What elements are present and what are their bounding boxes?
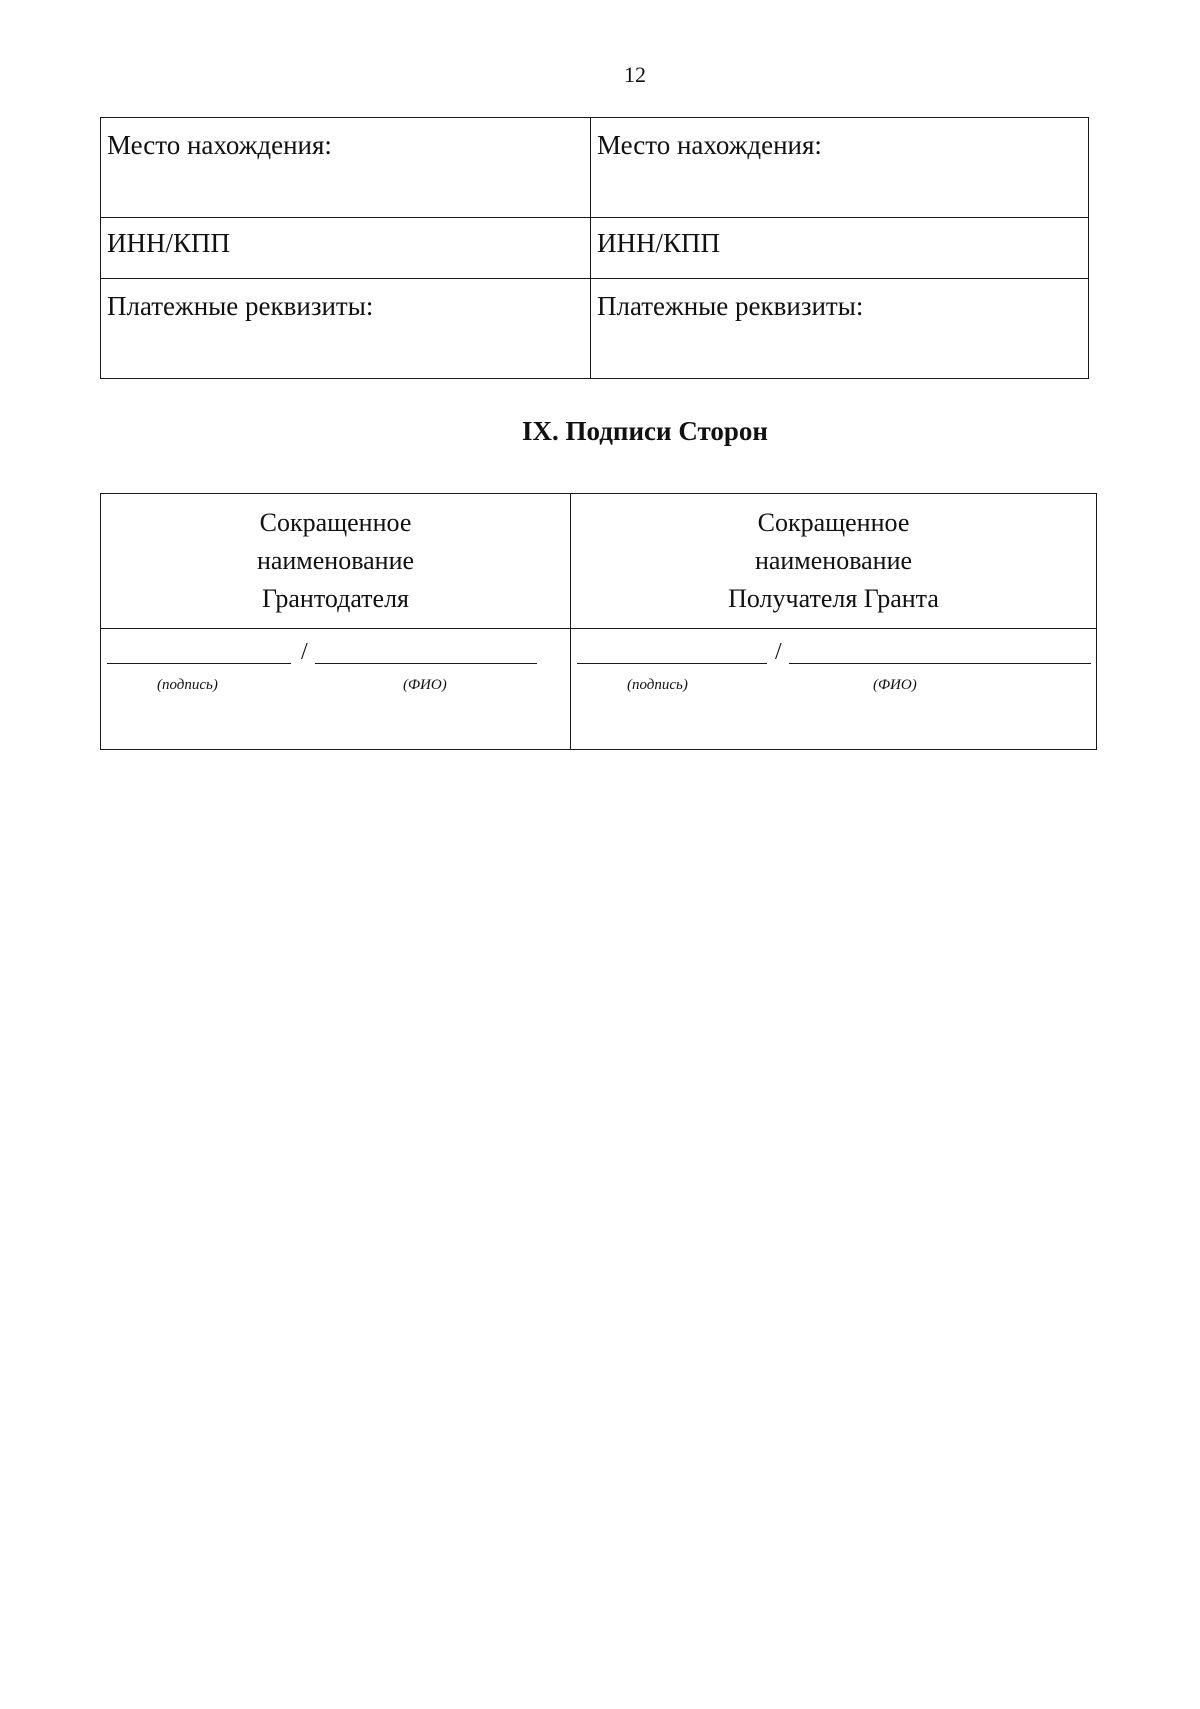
section-title: IX. Подписи Сторон bbox=[522, 416, 768, 446]
recipient-inn-label: ИНН/КПП bbox=[591, 218, 1089, 279]
recipient-signature-cell bbox=[571, 629, 1097, 750]
grantor-name-line: наименование bbox=[256, 546, 415, 575]
table-row bbox=[101, 218, 1089, 279]
recipient-fio-line bbox=[789, 663, 1091, 664]
grantor-signature-caption: (подпись) bbox=[157, 677, 218, 693]
table-row bbox=[101, 118, 1089, 218]
recipient-name-line: Получателя Гранта bbox=[728, 584, 939, 613]
table-row bbox=[101, 494, 1097, 629]
grantor-name-line: Сокращенное bbox=[259, 508, 412, 537]
grantor-name-cell bbox=[101, 494, 571, 629]
grantor-payment-label: Платежные реквизиты: bbox=[101, 279, 591, 379]
signatures-table bbox=[100, 493, 1097, 750]
recipient-payment-label: Платежные реквизиты: bbox=[591, 279, 1089, 379]
recipient-name-line: наименование bbox=[754, 546, 913, 575]
grantor-location-label: Место нахождения: bbox=[101, 118, 591, 218]
recipient-signature-line bbox=[577, 663, 767, 664]
recipient-name-cell bbox=[571, 494, 1097, 629]
recipient-separator: / bbox=[775, 639, 782, 665]
grantor-name-line: Грантодателя bbox=[261, 584, 410, 613]
requisites-table bbox=[100, 117, 1089, 379]
page-number: 12 bbox=[624, 62, 646, 87]
grantor-signature-cell bbox=[101, 629, 571, 750]
recipient-name-line: Сокращенное bbox=[757, 508, 910, 537]
table-row bbox=[101, 629, 1097, 750]
table-row bbox=[101, 279, 1089, 379]
grantor-separator: / bbox=[301, 639, 308, 665]
grantor-fio-caption: (ФИО) bbox=[403, 677, 447, 693]
grantor-signature-line bbox=[107, 663, 291, 664]
recipient-signature-caption: (подпись) bbox=[627, 677, 688, 693]
grantor-fio-line bbox=[315, 663, 537, 664]
grantor-inn-label: ИНН/КПП bbox=[101, 218, 591, 279]
recipient-fio-caption: (ФИО) bbox=[873, 677, 917, 693]
recipient-location-label: Место нахождения: bbox=[591, 118, 1089, 218]
